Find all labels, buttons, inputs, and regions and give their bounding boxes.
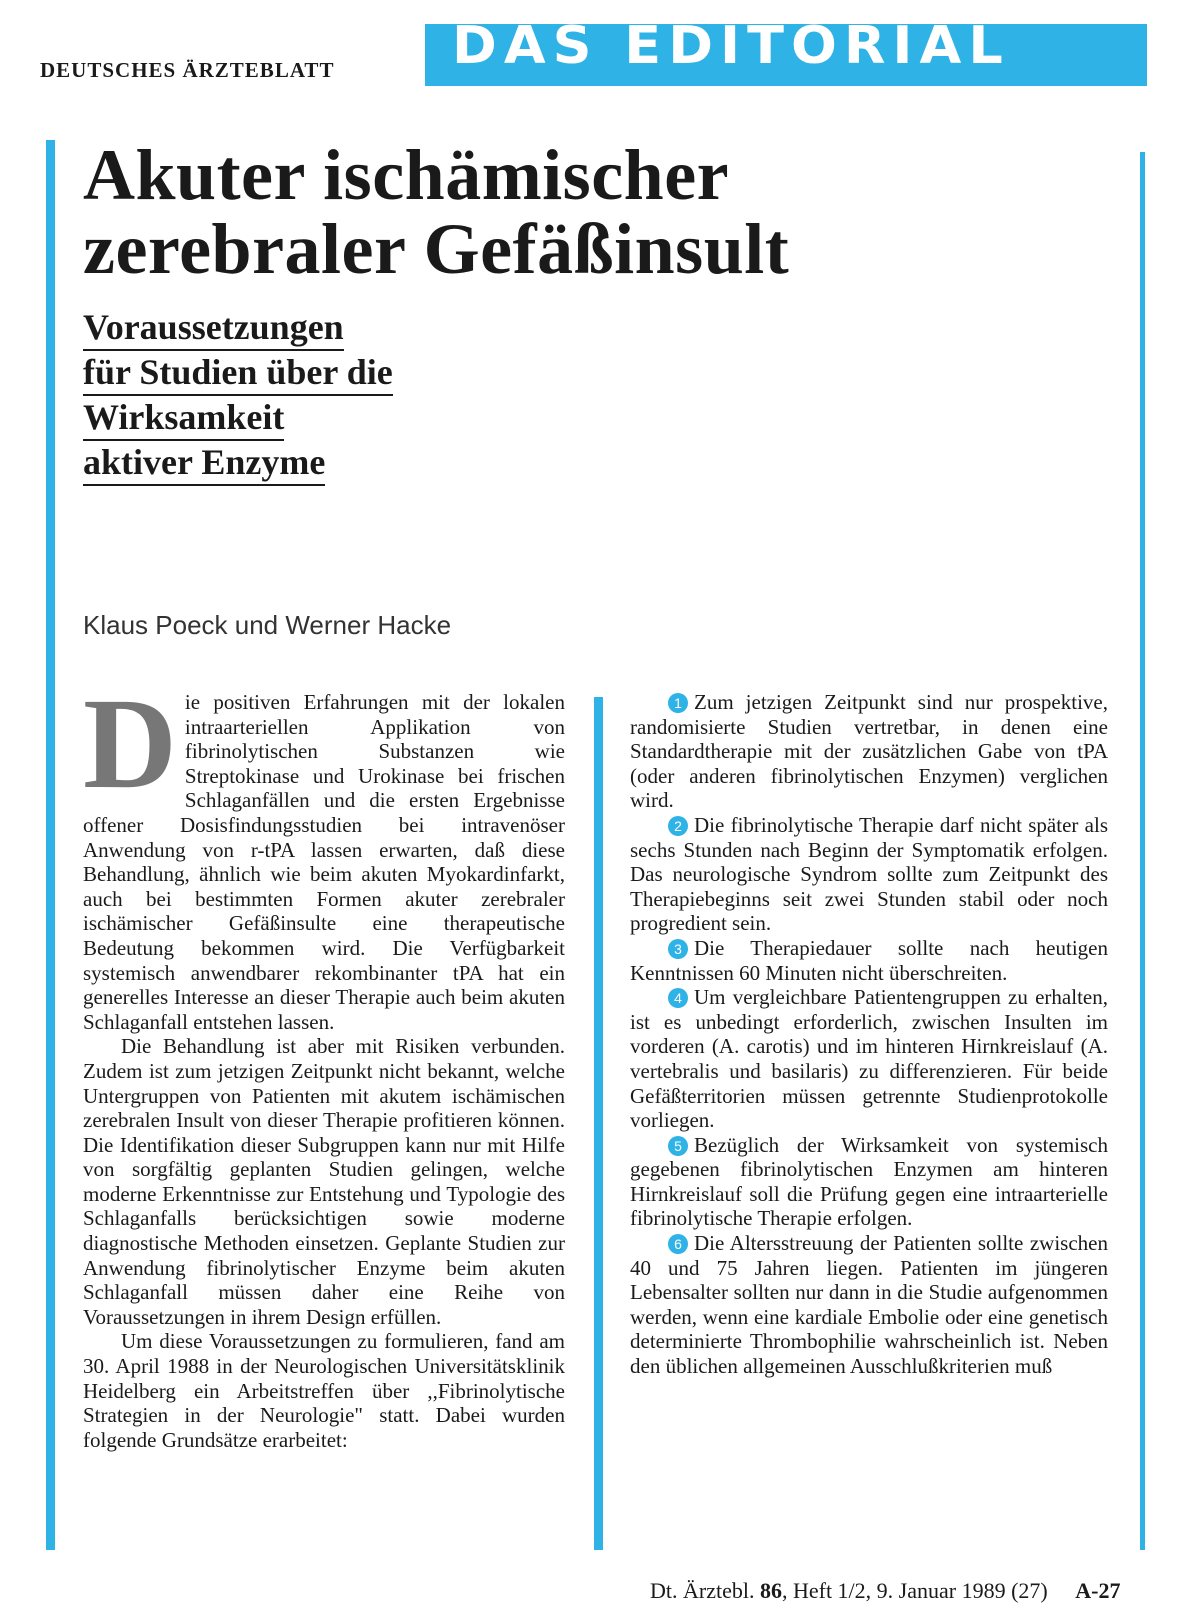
- right-accent-rule: [1140, 152, 1145, 1550]
- number-badge-icon: 2: [668, 816, 688, 836]
- number-badge-icon: 1: [668, 693, 688, 713]
- body-paragraph: Um diese Voraussetzungen zu formulieren, fand am 30. April 1988 in der Neurologischen Universitätsklinik Heidelberg ein Arbeitstreffen über ,,Fibrinolytische Strategien in der Neurologie" statt. Dabei wurden folgende Grundsätze erarbeitet:: [83, 1329, 565, 1452]
- subtitle-line: aktiver Enzyme: [83, 441, 325, 486]
- principle-text: Zum jetzigen Zeitpunkt sind nur prospektive, randomisierte Studien vertretbar, in denen eine Standardtherapie mit der zusätzlichen Gabe von tPA (oder anderen fibrinolytischen Enzymen) verglichen wird.: [630, 690, 1108, 813]
- title-line-2: zerebraler Gefäßinsult: [83, 209, 790, 289]
- drop-cap: D: [83, 672, 177, 816]
- principle-text: Bezüglich der Wirksamkeit von systemisch gegebenen fibrinolytischen Enzymen am hinteren Hirnkreislauf soll die Prüfung gegen eine intraarterielle fibrinolytische Therapie erfolgen.: [630, 1132, 1108, 1231]
- principle-item: [630, 690, 1108, 813]
- subtitle-line: Voraussetzungen: [83, 306, 344, 351]
- paragraph-text: ie positiven Erfahrungen mit der lokalen intraarteriellen Applikation von fibrinolytischen Substanzen wie Streptokinase und Urokinase bei frischen Schlaganfällen und die ersten Ergebnisse offener Dosisfindungsstudien bei intravenöser Anwendung von r-tPA lassen erwarten, daß diese Behandlung, ähnlich wie beim akuten Myokardinfarkt, auch bei bestimmten Formen akuter zerebraler ischämischer Gefäßinsulte eine therapeutische Bedeutung bekommen wird. Die Verfügbarkeit systemisch anwendbarer rekombinanter tPA hat ein generelles Interesse an dieser Therapie auch beim akuten Schlaganfall entstehen lassen.: [83, 690, 565, 1034]
- principle-text: Die fibrinolytische Therapie darf nicht später als sechs Stunden nach Beginn der Symptomatik erfolgen. Das neurologische Syndrom sollte zum Zeitpunkt des Therapiebeginns seit zwei Stunden stabil oder noch progredient sein.: [630, 812, 1108, 936]
- authors: Klaus Poeck und Werner Hacke: [83, 610, 452, 640]
- principle-item: [630, 985, 1108, 1133]
- page-footer: [650, 1578, 1120, 1604]
- subtitle-line: für Studien über die: [83, 351, 393, 396]
- column-divider-rule: [594, 697, 603, 1550]
- principle-text: Um vergleichbare Patientengruppen zu erhalten, ist es unbedingt erforderlich, zwischen Insulten im vorderen (A. carotis) und im hinteren Hirnkreislauf (A. vertebralis und basilaris) zu differenzieren. Für beide Gefäßterritorien müssen getrennte Studienprotokolle vorliegen.: [630, 985, 1108, 1133]
- footer-issue: , Heft 1/2, 9. Januar 1989 (27): [781, 1578, 1048, 1603]
- section-banner-label: DAS EDITORIAL: [452, 15, 1010, 76]
- body-column-left: [83, 672, 565, 1452]
- body-column-right: [630, 690, 1108, 1379]
- page-number: A-27: [1075, 1578, 1121, 1603]
- principle-item: [630, 936, 1108, 985]
- footer-journal: Dt. Ärztebl.: [650, 1578, 755, 1603]
- number-badge-icon: 5: [668, 1136, 688, 1156]
- number-badge-icon: 3: [668, 939, 688, 959]
- number-badge-icon: 4: [668, 988, 688, 1008]
- subtitle-line: Wirksamkeit: [83, 396, 284, 441]
- article-subtitle: [83, 306, 393, 486]
- principle-item: [630, 1133, 1108, 1231]
- footer-volume: 86: [759, 1578, 782, 1603]
- left-accent-rule: [46, 140, 55, 1550]
- article-title: [83, 135, 790, 289]
- body-paragraph: [83, 672, 565, 1034]
- principle-text: Die Therapiedauer sollte nach heutigen Kenntnissen 60 Minuten nicht überschreiten.: [630, 935, 1108, 985]
- principle-item: [630, 1231, 1108, 1379]
- journal-name: DEUTSCHES ÄRZTEBLATT: [40, 58, 335, 82]
- principle-text: Die Altersstreuung der Patienten sollte zwischen 40 und 75 Jahren liegen. Patienten im jüngeren Lebensalter sollten nur dann in die Studie aufgenommen werden, wenn eine kardiale Embolie oder eine genetisch determinierte Thrombophilie wahrscheinlich ist. Neben den üblichen allgemeinen Ausschlußkriterien muß: [630, 1231, 1108, 1379]
- principle-item: [630, 813, 1108, 936]
- title-line-1: Akuter ischämischer: [83, 135, 730, 215]
- body-paragraph: Die Behandlung ist aber mit Risiken verbunden. Zudem ist zum jetzigen Zeitpunkt nicht bekannt, welche Untergruppen von Patienten mit akutem ischämischen zerebralen Insult von dieser Therapie profitieren können. Die Identifikation dieser Subgruppen kann nur mit Hilfe von sorgfältig geplanten Studien gelingen, welche moderne Erkenntnisse zur Entstehung und Typologie des Schlaganfalls berücksichtigen sowie moderne diagnostische Methoden einsetzen. Geplante Studien zur Anwendung fibrinolytischer Enzyme beim akuten Schlaganfall müssen daher eine Reihe von Voraussetzungen in ihrem Design erfüllen.: [83, 1034, 565, 1329]
- number-badge-icon: 6: [668, 1234, 688, 1254]
